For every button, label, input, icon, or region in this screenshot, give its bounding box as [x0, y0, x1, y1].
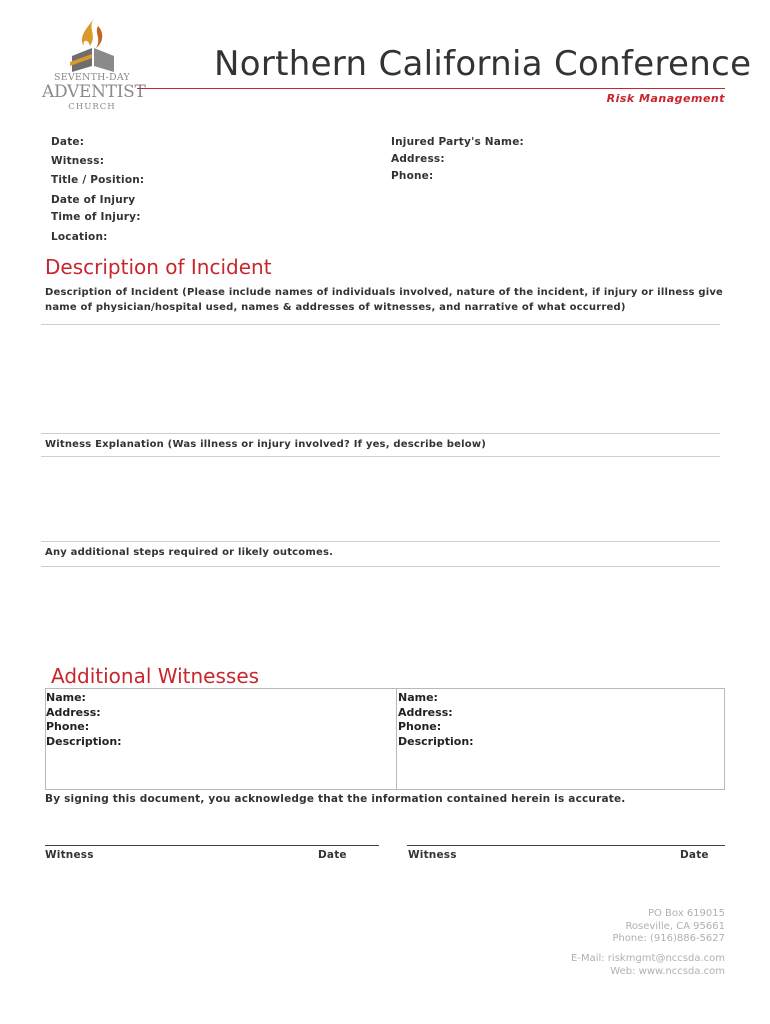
description-instructions: Description of Incident (Please include names of individuals involved, nature of the incident, if injury or illness give name of physician/hospital used, names & addresses of witnesses, and narrative of what occurred)	[45, 287, 724, 313]
witness-2-name-label: Name:	[398, 691, 438, 704]
witness-explanation-top-divider	[41, 433, 720, 434]
additional-witnesses-heading: Additional Witnesses	[51, 664, 260, 688]
additional-witnesses-box	[45, 688, 725, 790]
address-label: Address:	[391, 153, 445, 165]
additional-steps-label: Any additional steps required or likely outcomes.	[45, 547, 334, 558]
witness-1-block[interactable]	[46, 691, 122, 749]
witness-1-phone-label: Phone:	[46, 720, 90, 733]
witness-explanation-label: Witness Explanation (Was illness or injury involved? If yes, describe below)	[45, 439, 487, 450]
witness-1-date-label: Date	[318, 849, 347, 861]
injured-party-name-label: Injured Party's Name:	[391, 136, 524, 148]
additional-steps-divider	[41, 566, 720, 567]
date-label: Date:	[51, 136, 85, 148]
page-title: Northern California Conference	[214, 44, 752, 84]
logo-text-church: CHURCH	[68, 102, 116, 112]
footer-email[interactable]: E-Mail: riskmgmt@nccsda.com	[571, 953, 725, 964]
witnesses-column-divider	[396, 688, 397, 790]
footer-po-box: PO Box 619015	[647, 908, 725, 919]
witness-1-address-label: Address:	[46, 705, 101, 719]
witness-2-signature-label: Witness	[408, 849, 457, 861]
description-text-area[interactable]	[41, 326, 720, 430]
footer-phone: Phone: (916)886-5627	[612, 933, 725, 944]
logo-text-adventist: ADVENTIST	[42, 82, 146, 102]
location-label: Location:	[51, 231, 108, 243]
witness-2-description-label: Description:	[398, 734, 474, 748]
acknowledgement-text: By signing this document, you acknowledge that the information contained herein is accurate.	[45, 793, 626, 805]
witness-1-signature-label: Witness	[45, 849, 94, 861]
witness-2-date-label: Date	[680, 849, 709, 861]
witness-1-signature-line[interactable]	[45, 845, 379, 846]
footer-address-block	[520, 908, 725, 946]
witness-explanation-text-area[interactable]	[41, 458, 720, 538]
time-of-injury-label: Time of Injury:	[51, 211, 141, 223]
witness-2-address-label: Address:	[398, 705, 453, 719]
logo-text-seventh-day: SEVENTH-DAY	[54, 72, 130, 83]
additional-steps-top-divider	[41, 541, 720, 542]
page-subtitle: Risk Management	[606, 92, 725, 105]
witness-2-phone-label: Phone:	[398, 720, 442, 733]
title-position-label: Title / Position:	[51, 174, 145, 186]
witness-explanation-divider	[41, 456, 720, 457]
title-divider	[137, 88, 725, 89]
description-divider	[41, 324, 720, 325]
witness-2-signature-line[interactable]	[407, 845, 725, 846]
witness-label: Witness:	[51, 155, 105, 167]
date-of-injury-label: Date of Injury	[51, 194, 136, 206]
church-logo	[42, 16, 146, 112]
footer-city: Roseville, CA 95661	[625, 920, 725, 932]
description-heading: Description of Incident	[45, 255, 272, 279]
additional-steps-text-area[interactable]	[41, 568, 720, 658]
witness-1-name-label: Name:	[46, 691, 86, 704]
adventist-flame-book-icon	[68, 16, 118, 74]
footer-contact-block	[520, 953, 725, 978]
witness-2-block[interactable]	[398, 691, 474, 749]
phone-label: Phone:	[391, 170, 434, 182]
witness-1-description-label: Description:	[46, 734, 122, 748]
footer-web[interactable]: Web: www.nccsda.com	[610, 965, 725, 977]
